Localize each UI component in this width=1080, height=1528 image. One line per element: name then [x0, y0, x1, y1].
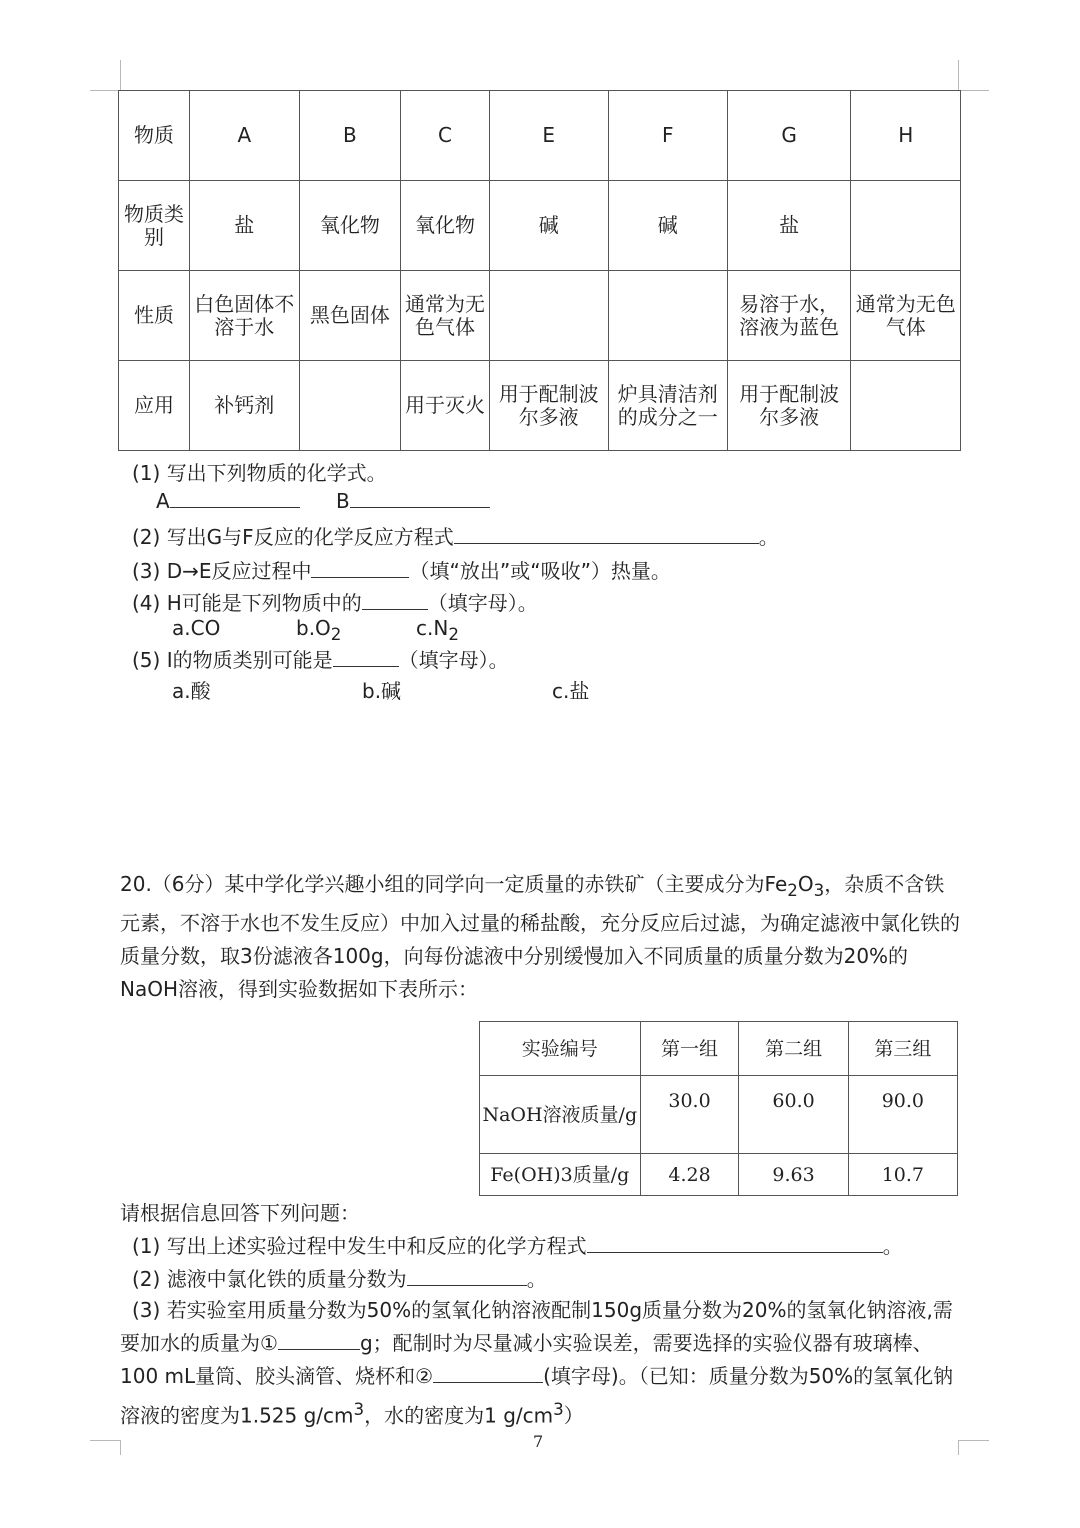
table-cell: 第二组 [739, 1022, 848, 1076]
table-cell: 氧化物 [299, 181, 401, 271]
answer-blank[interactable] [311, 559, 409, 578]
table-cell: 实验编号 [480, 1022, 641, 1076]
table-cell: E [489, 91, 608, 181]
table-cell: 氧化物 [401, 181, 489, 271]
table-cell: 盐 [190, 181, 299, 271]
subscript: 2 [330, 625, 342, 644]
table-cell: 用于配制波尔多液 [727, 361, 851, 451]
table-row [119, 91, 961, 181]
table-row [119, 361, 961, 451]
answer-blank[interactable] [407, 1267, 527, 1286]
answer-blank[interactable] [587, 1234, 883, 1253]
table-cell [851, 361, 961, 451]
question-text: (1) 写出下列物质的化学式。 [132, 461, 387, 485]
question-text: (2) 写出G与F反应的化学反应方程式 [132, 525, 454, 549]
table-cell: 4.28 [640, 1154, 739, 1196]
table-cell: 性质 [119, 271, 190, 361]
corner-mark-bottom-left [90, 1440, 121, 1455]
question-text: ，水的密度为1 g/cm [364, 1403, 554, 1428]
option-text: c.N [416, 616, 449, 640]
question-text: (2) 滤液中氯化铁的质量分数为 [132, 1267, 407, 1291]
question-2 [132, 521, 779, 550]
question-20-1 [132, 1230, 903, 1259]
table-cell [489, 271, 608, 361]
corner-mark-top-left [90, 60, 121, 91]
table-cell [299, 361, 401, 451]
table-cell: 第一组 [640, 1022, 739, 1076]
intro-text: 20.（6分）某中学化学兴趣小组的同学向一定质量的赤铁矿（主要成分为Fe [120, 872, 788, 896]
option-b: b.碱 [362, 679, 402, 703]
table-cell: Fe(OH)3质量/g [480, 1154, 641, 1196]
table-cell: 黑色固体 [299, 271, 401, 361]
subscript: 2 [448, 625, 459, 644]
table-cell: 物质类别 [119, 181, 190, 271]
table-row [480, 1154, 958, 1196]
intro-text: ，杂质不含铁元素，不溶于水也不发生反应）中加入过量的稀盐酸，充分反应后过滤，为确定滤液中氯化铁的质量分数，取3份滤液各100g，向每份滤液中分别缓慢加入不同质量的质量分数为20%的NaOH溶液，得到实验数据如下表所示： [120, 872, 960, 1001]
table-cell [851, 181, 961, 271]
period: 。 [758, 525, 779, 549]
intro-text: O [797, 872, 814, 896]
question-3 [132, 555, 671, 584]
period: 。 [526, 1267, 547, 1291]
question-20-3 [120, 1294, 960, 1433]
corner-mark-bottom-right [958, 1440, 989, 1455]
answer-blank-1[interactable] [278, 1331, 360, 1350]
question-text: （填“放出”或“吸收”）热量。 [409, 559, 671, 583]
question-5 [132, 644, 509, 673]
table-cell: 9.63 [739, 1154, 848, 1196]
table-cell: H [851, 91, 961, 181]
table-cell: 第三组 [848, 1022, 957, 1076]
question-text: (填字母)。（已知：质量分数为50%的氢氧化钠溶液的密度为1.525 g/cm [120, 1364, 954, 1428]
table-cell: B [299, 91, 401, 181]
period: 。 [882, 1234, 903, 1258]
answer-blank[interactable] [362, 591, 428, 610]
table-cell: G [727, 91, 851, 181]
question-20-2 [132, 1263, 547, 1292]
answer-blank-b[interactable] [350, 489, 490, 508]
option-b [296, 616, 341, 644]
corner-mark-top-right [958, 60, 989, 91]
answer-label-a: A [156, 489, 170, 513]
subscript: 3 [813, 881, 825, 900]
table-cell: C [401, 91, 489, 181]
answer-blank[interactable] [454, 525, 759, 544]
question-1-answers [156, 489, 490, 513]
option-a: a.酸 [172, 679, 211, 703]
table-cell: 用于灭火 [401, 361, 489, 451]
table-cell: 用于配制波尔多液 [489, 361, 608, 451]
table-row [119, 181, 961, 271]
table-cell: NaOH溶液质量/g [480, 1076, 641, 1154]
table-cell: 碱 [608, 181, 727, 271]
question-text: (5) I的物质类别可能是 [132, 648, 333, 672]
experiment-table [479, 1021, 958, 1196]
table-cell: 通常为无色气体 [851, 271, 961, 361]
option-text: b.O [296, 616, 331, 640]
answer-blank-a[interactable] [170, 489, 300, 508]
table-cell: 易溶于水，溶液为蓝色 [727, 271, 851, 361]
question-text: （填字母）。 [398, 648, 509, 672]
table-cell: 碱 [489, 181, 608, 271]
superscript: 3 [553, 1400, 564, 1419]
table-cell: 补钙剂 [190, 361, 299, 451]
table-cell: 应用 [119, 361, 190, 451]
page-number: 7 [533, 1432, 544, 1451]
table-row [119, 271, 961, 361]
option-c [416, 616, 459, 644]
superscript: 3 [353, 1400, 365, 1419]
answer-blank-2[interactable] [433, 1364, 543, 1383]
table-cell: 60.0 [739, 1076, 848, 1154]
table-cell: 通常为无色气体 [401, 271, 489, 361]
answer-label-b: B [336, 489, 350, 513]
table-cell: A [190, 91, 299, 181]
table-cell: 盐 [727, 181, 851, 271]
question-20-intro [120, 868, 960, 1006]
table-cell: 白色固体不溶于水 [190, 271, 299, 361]
answer-blank[interactable] [333, 648, 399, 667]
subscript: 2 [787, 881, 798, 900]
question-text: （填字母）。 [427, 591, 538, 615]
instruction: 请根据信息回答下列问题： [120, 1201, 360, 1225]
question-1 [132, 457, 387, 486]
question-text: (1) 写出上述实验过程中发生中和反应的化学方程式 [132, 1234, 587, 1258]
option-a: a.CO [172, 616, 221, 640]
question-text: g；配制时为尽量减小实验误差，需要选择的实验仪器有玻璃棒、100 mL量筒、胶头滴管、烧杯和② [120, 1331, 933, 1388]
question-text: ） [563, 1403, 584, 1428]
table-cell: 炉具清洁剂的成分之一 [608, 361, 727, 451]
option-c: c.盐 [552, 679, 590, 703]
table-cell: 90.0 [848, 1076, 957, 1154]
question-text: (3) D→E反应过程中 [132, 559, 312, 583]
table-cell: 10.7 [848, 1154, 957, 1196]
substance-table [118, 90, 961, 451]
question-text: (3) 若实验室用质量分数为50%的氢氧化钠溶液配制150g质量分数为20%的氢氧化钠溶液,需要加水的质量为① [120, 1298, 953, 1355]
table-row [480, 1076, 958, 1154]
table-cell: F [608, 91, 727, 181]
question-text: (4) H可能是下列物质中的 [132, 591, 362, 615]
table-cell: 物质 [119, 91, 190, 181]
table-cell: 30.0 [640, 1076, 739, 1154]
table-cell [608, 271, 727, 361]
question-4 [132, 587, 538, 616]
table-row [480, 1022, 958, 1076]
